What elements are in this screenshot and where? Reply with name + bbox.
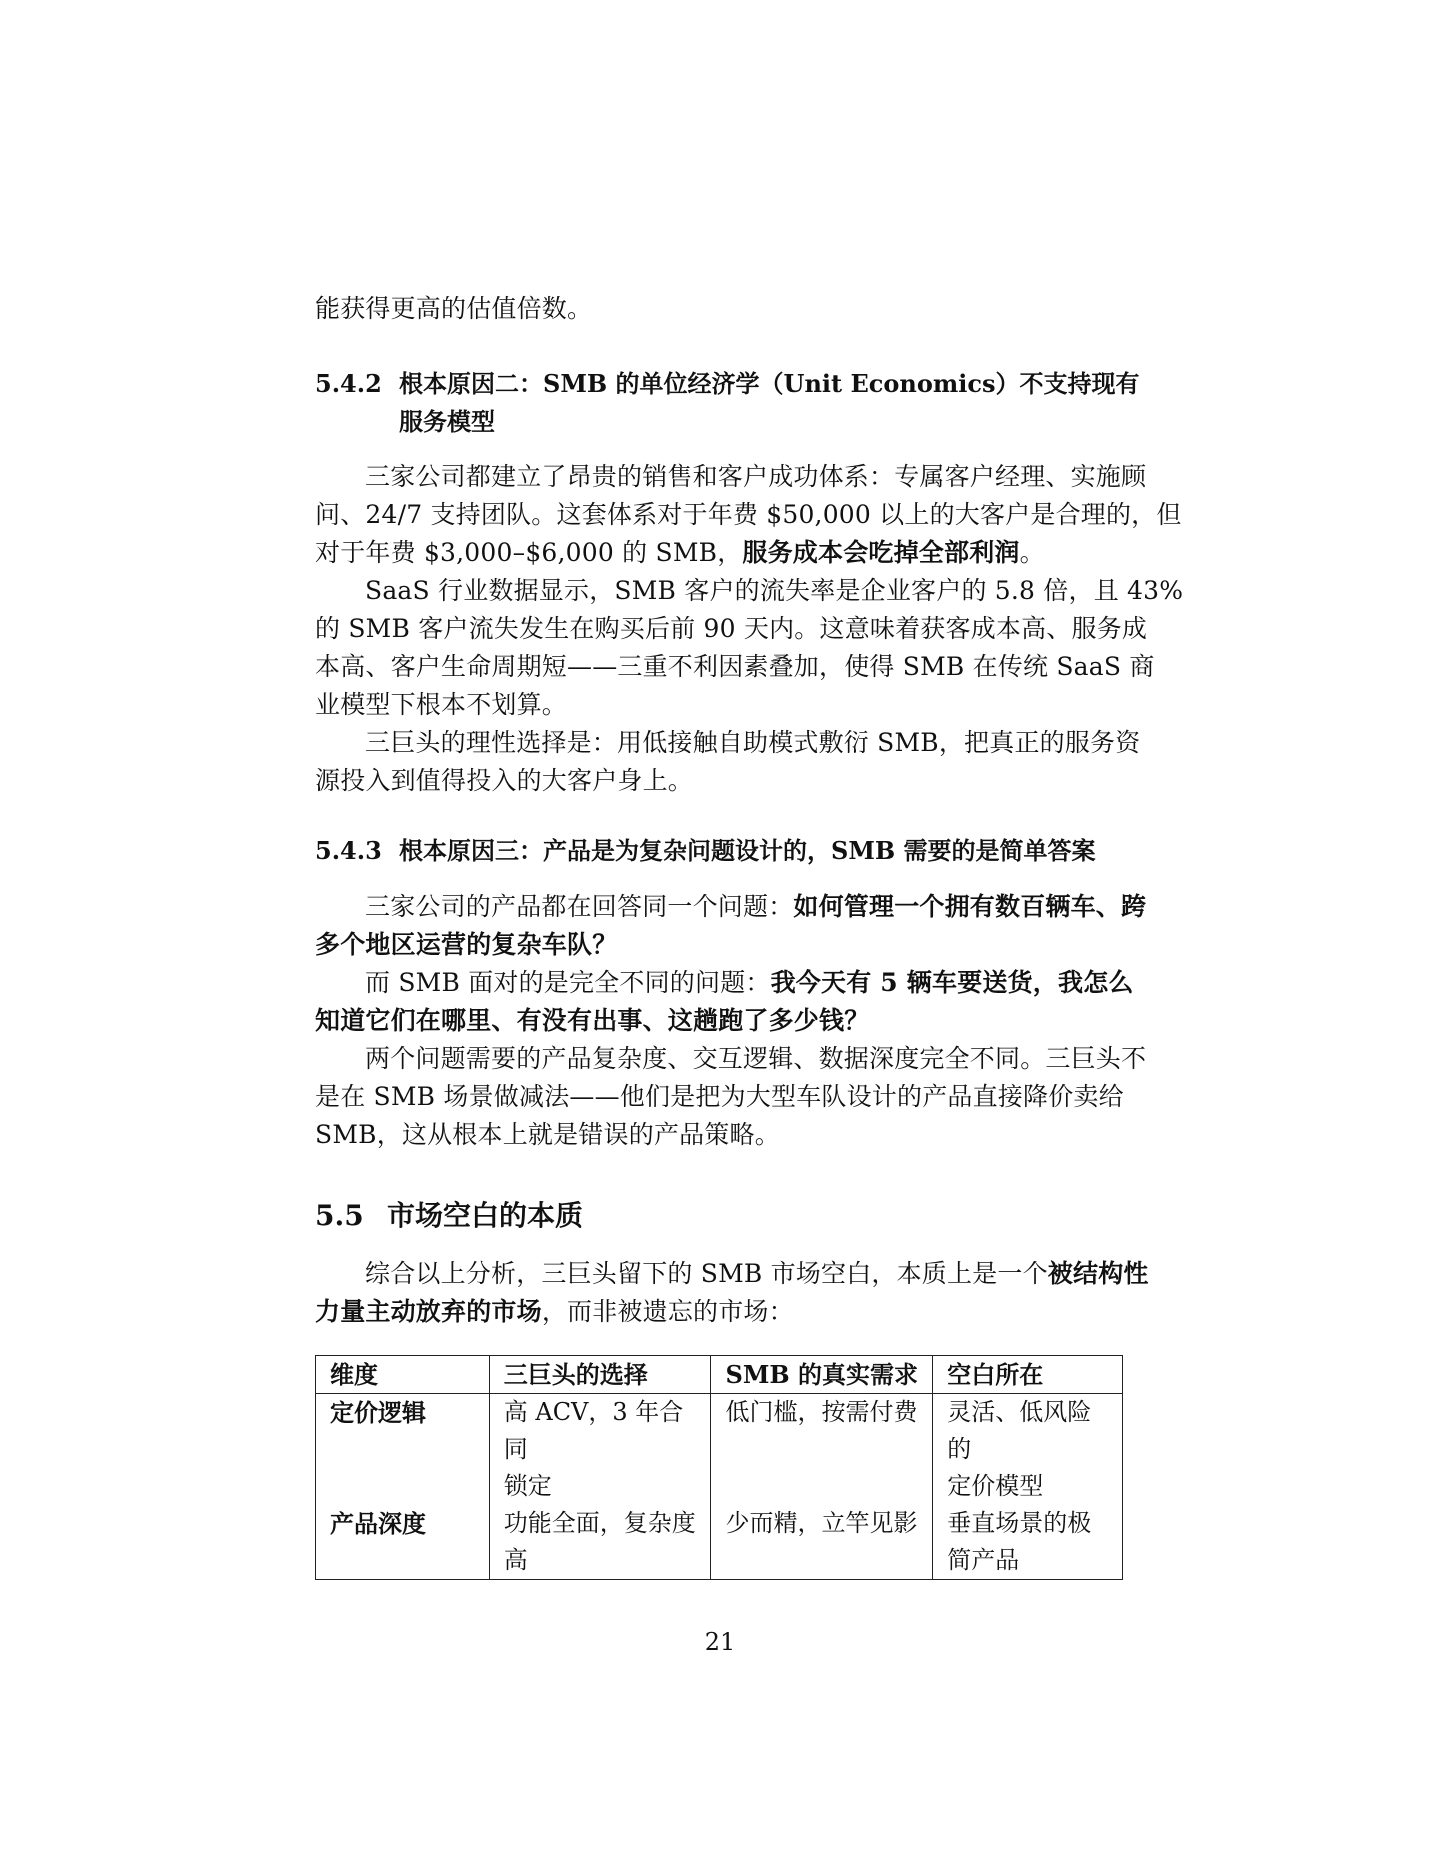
emphasis-line: 多个地区运营的复杂车队？ [315,930,618,959]
table-cell [711,1505,933,1580]
text-span: 而 SMB 面对的是完全不同的问题： [365,968,771,997]
text-span: 综合以上分析，三巨头留下的 SMB 市场空白，本质上是一个 [365,1259,1048,1288]
cell-line: 高 [503,1546,528,1574]
text-line: 两个问题需要的产品复杂度、交互逻辑、数据深度完全不同。三巨头不 [365,1044,1147,1073]
text-line: SaaS 行业数据显示，SMB 客户的流失率是企业客户的 5.8 倍，且 43% [365,576,1184,605]
subsection-number: 5.4.2 [315,369,382,398]
paragraph-product-strategy [315,1040,1147,1154]
row-header-cell: 定价逻辑 [316,1394,490,1506]
emphasis-text: 服务成本会吃掉全部利润 [742,538,1020,567]
column-header: 空白所在 [933,1356,1123,1394]
cell-line: 定价模型 [947,1472,1044,1500]
table-row [316,1505,1123,1580]
row-header-cell: 产品深度 [316,1505,490,1580]
table-row [316,1394,1123,1506]
text-span: 对于年费 $3,000–$6,000 的 SMB， [315,538,743,567]
text-line: 能获得更高的估值倍数。 [315,294,593,323]
section-number: 5.5 [315,1199,364,1232]
emphasis-line: 知道它们在哪里、有没有出事、这趟跑了多少钱？ [315,1006,870,1035]
table-cell [489,1505,711,1580]
emphasis-text: 我今天有 5 辆车要送货，我怎么 [770,968,1134,997]
emphasis-text: 如何管理一个拥有数百辆车、跨 [793,892,1147,921]
text-line: 是在 SMB 场景做减法——他们是把为大型车队设计的产品直接降价卖给 [315,1082,1124,1111]
cell-line: 功能全面，复杂度 [503,1509,696,1537]
text-line: 三巨头的理性选择是：用低接触自助模式敷衍 SMB，把真正的服务资 [365,728,1141,757]
text-line: 本高、客户生命周期短——三重不利因素叠加，使得 SMB 在传统 SaaS 商 [315,652,1155,681]
subsection-number: 5.4.3 [315,836,382,865]
paragraph-smb-question [315,964,1134,1040]
intro-paragraph-tail [315,290,1123,328]
subsection-title-line2: 服务模型 [399,407,495,436]
text-line: SMB，这从根本上就是错误的产品策略。 [315,1120,780,1149]
emphasis-text: 力量主动放弃的市场 [315,1297,542,1326]
column-header: 三巨头的选择 [489,1356,711,1394]
text-line: 业模型下根本不划算。 [315,690,568,719]
emphasis-text: 被结构性 [1047,1259,1149,1288]
section-title: 市场空白的本质 [387,1199,584,1232]
cell-line: 少而精，立竿见影 [725,1509,918,1537]
subsection-heading-5-4-3 [315,832,1096,870]
paragraph-churn-data [315,572,1184,724]
text-line: 源投入到值得投入的大客户身上。 [315,766,694,795]
paragraph-market-gap [315,1255,1149,1331]
table-cell [933,1394,1123,1506]
cell-line: 高 ACV，3 年合同 [503,1398,684,1463]
cell-line: 锁定 [503,1472,552,1500]
section-heading-5-5 [315,1196,583,1236]
text-line: 三家公司都建立了昂贵的销售和客户成功体系：专属客户经理、实施顾 [365,462,1147,491]
text-line [315,1293,1123,1331]
subsection-title-line1: 根本原因二：SMB 的单位经济学（Unit Economics）不支持现有 [399,369,1140,398]
text-span: ，而非被遗忘的市场： [541,1297,794,1326]
page-number: 21 [704,1628,736,1656]
cell-line: 简产品 [947,1546,1020,1574]
paragraph-rational-choice [315,724,1141,800]
cell-line: 垂直场景的极 [947,1509,1092,1537]
table-cell [711,1394,933,1506]
subsection-title: 根本原因三：产品是为复杂问题设计的，SMB 需要的是简单答案 [399,836,1096,865]
text-line [315,534,1123,572]
text-line: 问、24/7 支持团队。这套体系对于年费 $50,000 以上的大客户是合理的，但 [315,500,1182,529]
paragraph-service-cost [315,458,1182,572]
text-line: 的 SMB 客户流失发生在购买后前 90 天内。这意味着获客成本高、服务成 [315,614,1148,643]
paragraph-complex-question [315,888,1147,964]
text-line [315,964,1134,1002]
table-cell [933,1505,1123,1580]
text-span: 。 [1019,538,1045,567]
market-gap-table [315,1355,1123,1580]
subsection-heading-5-4-2 [315,365,1139,441]
cell-line: 灵活、低风险的 [947,1398,1092,1463]
column-header: 维度 [316,1356,490,1394]
text-line [315,888,1147,926]
cell-line: 低门槛，按需付费 [725,1398,918,1426]
column-header: SMB 的真实需求 [711,1356,933,1394]
text-line [315,1255,1149,1293]
text-span: 三家公司的产品都在回答同一个问题： [365,892,794,921]
table-cell [489,1394,711,1506]
table-header-row [316,1356,1123,1394]
